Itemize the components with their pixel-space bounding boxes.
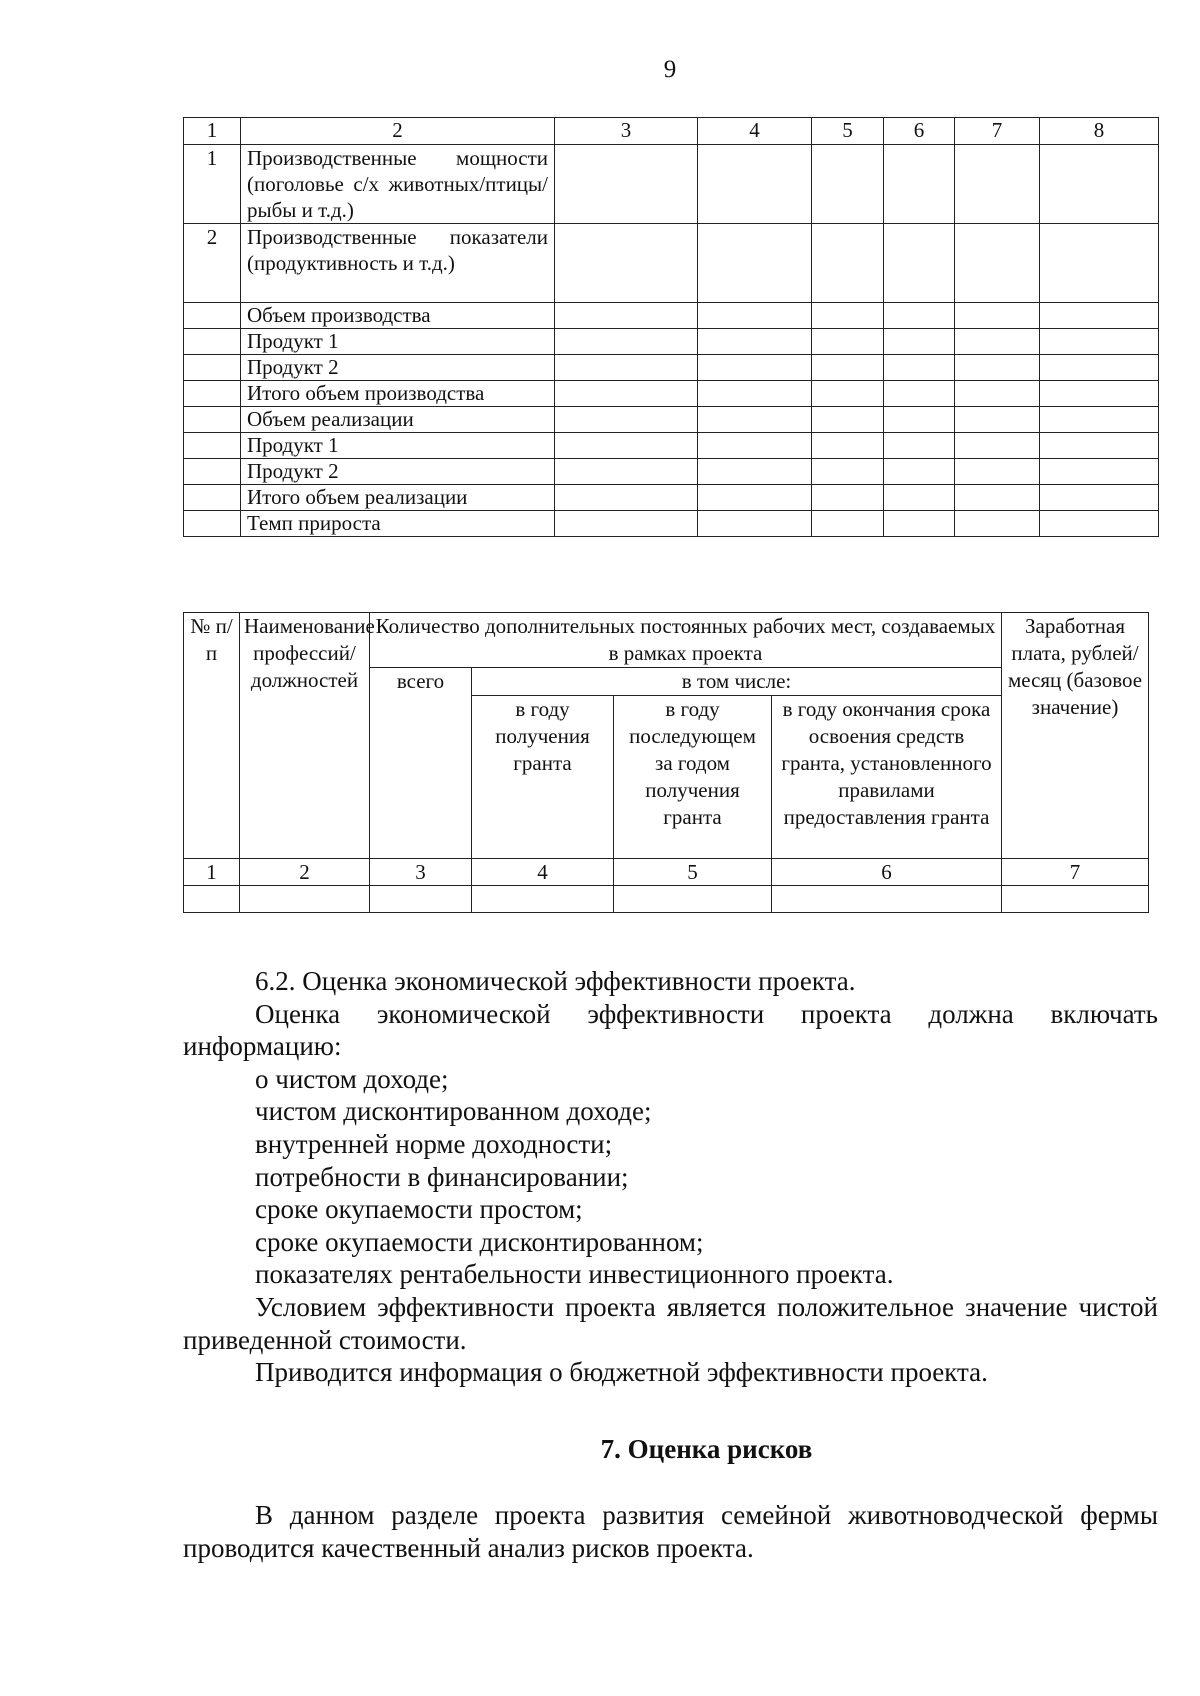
row-number [184, 433, 241, 459]
column-number: 3 [555, 118, 698, 145]
column-number: 5 [812, 118, 884, 145]
column-number: 1 [184, 118, 241, 145]
table-header-row [184, 118, 1159, 145]
value-cell [698, 407, 812, 433]
value-cell [555, 407, 698, 433]
section-6-2-title: 6.2. Оценка экономической эффективности проекта. [255, 966, 856, 996]
value-cell [884, 511, 955, 537]
value-cell [555, 485, 698, 511]
value-cell [812, 224, 884, 303]
row-name: Объем реализации [241, 407, 555, 433]
value-cell [555, 511, 698, 537]
table-row [184, 224, 1159, 303]
row-name: Продукт 1 [241, 329, 555, 355]
budget-efficiency: Приводится информация о бюджетной эффективности проекта. [255, 1357, 988, 1388]
table-row [184, 433, 1159, 459]
value-cell [698, 355, 812, 381]
value-cell [955, 381, 1040, 407]
value-cell [698, 145, 812, 224]
header-next-year: в году последующем за годом получения гранта [614, 696, 772, 859]
value-cell [1040, 459, 1159, 485]
value-cell [812, 303, 884, 329]
value-cell [1040, 407, 1159, 433]
column-number: 7 [955, 118, 1040, 145]
header-total: всего [370, 668, 472, 859]
value-cell [884, 145, 955, 224]
value-cell [698, 511, 812, 537]
value-cell [955, 329, 1040, 355]
table-row [184, 329, 1159, 355]
efficiency-condition: Условием эффективности проекта является положительное значение чистой приведенной стоимости. [183, 1291, 1158, 1355]
header-grant-year: в году получения гранта [472, 696, 614, 859]
value-cell [555, 224, 698, 303]
value-cell [1040, 303, 1159, 329]
row-name: Производственные мощности (поголовье с/х животных/птицы/рыбы и т.д.) [241, 145, 555, 224]
list-item: сроке окупаемости дисконтированном; [255, 1226, 704, 1257]
value-cell [1040, 329, 1159, 355]
row-number [184, 511, 241, 537]
list-item: показателях рентабельности инвестиционного проекта. [255, 1259, 894, 1290]
value-cell [698, 485, 812, 511]
jobs-table [183, 612, 1149, 913]
column-number: 2 [241, 118, 555, 145]
table-row [184, 511, 1159, 537]
column-number: 3 [370, 859, 472, 886]
value-cell [1040, 224, 1159, 303]
row-name: Итого объем производства [241, 381, 555, 407]
value-cell [955, 355, 1040, 381]
value-cell [555, 329, 698, 355]
column-number: 1 [184, 859, 240, 886]
row-name: Продукт 2 [241, 355, 555, 381]
row-name: Продукт 2 [241, 459, 555, 485]
value-cell [884, 355, 955, 381]
table-row [184, 303, 1159, 329]
list-item: потребности в финансировании; [255, 1161, 629, 1192]
row-number: 1 [184, 145, 241, 224]
value-cell [884, 224, 955, 303]
row-name: Производственные показатели (продуктивность и т.д.) [241, 224, 555, 303]
value-cell [884, 303, 955, 329]
value-cell [812, 433, 884, 459]
value-cell [955, 303, 1040, 329]
table-row [184, 886, 1149, 913]
production-indicators-table [183, 117, 1159, 537]
value-cell [884, 459, 955, 485]
column-number-row [184, 859, 1149, 886]
value-cell [884, 381, 955, 407]
list-item: внутренней норме доходности; [255, 1128, 613, 1159]
column-number: 5 [614, 859, 772, 886]
value-cell [698, 433, 812, 459]
row-number [184, 303, 241, 329]
row-number [184, 381, 241, 407]
table-row [184, 459, 1159, 485]
value-cell [698, 303, 812, 329]
header-including: в том числе: [472, 668, 1002, 696]
section-7-text: В данном разделе проекта развития семейной животноводческой фермы проводится качественный анализ рисков проекта. [183, 1500, 1158, 1563]
value-cell [1040, 381, 1159, 407]
table-row [184, 145, 1159, 224]
column-number: 8 [1040, 118, 1159, 145]
value-cell [955, 459, 1040, 485]
value-cell [698, 224, 812, 303]
header-number: № п/п [184, 613, 240, 859]
value-cell [1040, 433, 1159, 459]
header-profession: Наименование профессий/должностей [240, 613, 370, 859]
value-cell [812, 407, 884, 433]
table-row [184, 381, 1159, 407]
list-item: о чистом доходе; [255, 1063, 449, 1094]
table-row [184, 355, 1159, 381]
value-cell [955, 145, 1040, 224]
value-cell [555, 459, 698, 485]
value-cell [812, 145, 884, 224]
row-number [184, 355, 241, 381]
row-number [184, 485, 241, 511]
list-item: сроке окупаемости простом; [255, 1194, 583, 1225]
value-cell [812, 485, 884, 511]
section-6-2-intro: Оценка экономической эффективности проекта должна включать информацию: [183, 998, 1158, 1062]
value-cell [1040, 511, 1159, 537]
column-number: 4 [472, 859, 614, 886]
value-cell [884, 433, 955, 459]
value-cell [555, 145, 698, 224]
value-cell [555, 355, 698, 381]
row-number [184, 329, 241, 355]
indicator-list [183, 1063, 1158, 1291]
value-cell [698, 381, 812, 407]
table-row [184, 485, 1159, 511]
value-cell [812, 329, 884, 355]
value-cell [955, 485, 1040, 511]
row-number [184, 407, 241, 433]
value-cell [812, 511, 884, 537]
list-item: чистом дисконтированном доходе; [255, 1096, 652, 1127]
value-cell [698, 459, 812, 485]
header-salary: Заработная плата, рублей/ месяц (базовое значение) [1002, 613, 1149, 859]
value-cell [955, 224, 1040, 303]
value-cell [812, 459, 884, 485]
page-number: 9 [663, 56, 677, 83]
value-cell [1040, 145, 1159, 224]
value-cell [812, 381, 884, 407]
column-number: 4 [698, 118, 812, 145]
row-name: Темп прироста [241, 511, 555, 537]
value-cell [812, 355, 884, 381]
value-cell [884, 485, 955, 511]
value-cell [955, 511, 1040, 537]
value-cell [1040, 485, 1159, 511]
column-number: 2 [240, 859, 370, 886]
value-cell [555, 303, 698, 329]
header-final-year: в году окончания срока освоения средств гранта, установленного правилами предоставления гранта [772, 696, 1002, 859]
value-cell [555, 381, 698, 407]
value-cell [955, 407, 1040, 433]
row-number: 2 [184, 224, 241, 303]
row-name: Объем производства [241, 303, 555, 329]
body-text [183, 965, 1158, 1565]
value-cell [555, 433, 698, 459]
table-row [184, 407, 1159, 433]
section-7-title: 7. Оценка рисков [600, 1433, 813, 1464]
value-cell [698, 329, 812, 355]
value-cell [884, 329, 955, 355]
value-cell [884, 407, 955, 433]
column-number: 7 [1002, 859, 1149, 886]
value-cell [1040, 355, 1159, 381]
value-cell [955, 433, 1040, 459]
column-number: 6 [884, 118, 955, 145]
row-name: Продукт 1 [241, 433, 555, 459]
row-number [184, 459, 241, 485]
header-jobs-count: Количество дополнительных постоянных рабочих мест, создаваемых в рамках проекта [370, 613, 1002, 668]
column-number: 6 [772, 859, 1002, 886]
row-name: Итого объем реализации [241, 485, 555, 511]
